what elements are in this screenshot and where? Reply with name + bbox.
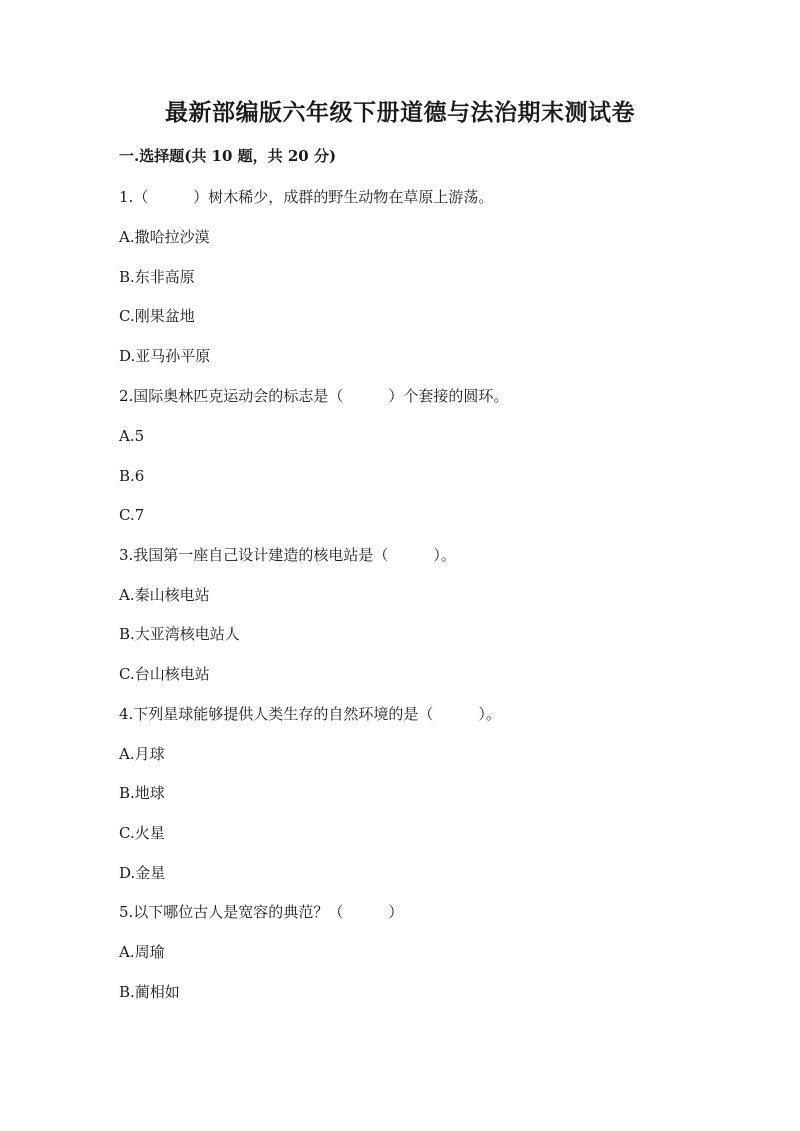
question-5-option-b: B.蔺相如 — [119, 983, 180, 1001]
question-5-stem: 5.以下哪位古人是宽容的典范？（ ） — [119, 903, 404, 921]
question-1-stem: 1.（ ）树木稀少，成群的野生动物在草原上游荡。 — [119, 188, 494, 206]
question-2-option-a: A.5 — [119, 427, 145, 445]
question-4-option-d: D.金星 — [119, 864, 166, 882]
question-3-stem: 3.我国第一座自己设计建造的核电站是（ ）。 — [119, 546, 456, 564]
question-2-option-c: C.7 — [119, 506, 145, 524]
question-2-stem: 2.国际奥林匹克运动会的标志是（ ）个套接的圆环。 — [119, 387, 509, 405]
question-4-option-c: C.火星 — [119, 824, 165, 842]
question-4-stem: 4.下列星球能够提供人类生存的自然环境的是（ ）。 — [119, 705, 501, 723]
page-title: 最新部编版六年级下册道德与法治期末测试卷 — [165, 99, 635, 126]
question-5-option-a: A.周瑜 — [119, 943, 165, 961]
question-4-option-a: A.月球 — [119, 745, 165, 763]
question-3-option-a: A.秦山核电站 — [119, 586, 210, 604]
question-3-option-c: C.台山核电站 — [119, 665, 210, 683]
question-1-option-d: D.亚马孙平原 — [119, 347, 211, 365]
question-1-option-a: A.撒哈拉沙漠 — [119, 228, 210, 246]
question-4-option-b: B.地球 — [119, 784, 165, 802]
question-1-option-c: C.刚果盆地 — [119, 307, 195, 325]
question-2-option-b: B.6 — [119, 467, 145, 485]
question-1-option-b: B.东非高原 — [119, 268, 195, 286]
question-3-option-b: B.大亚湾核电站人 — [119, 625, 240, 643]
section-heading: 一.选择题(共 10 题，共 20 分) — [119, 147, 337, 165]
